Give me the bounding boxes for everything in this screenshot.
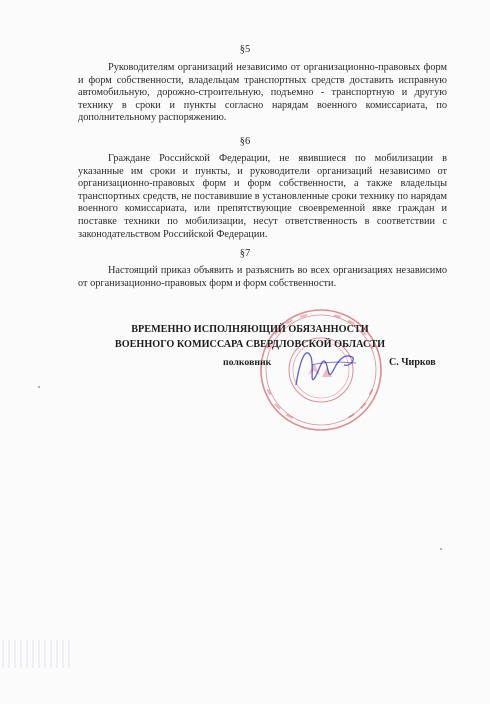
section-6-paragraph — [78, 153, 447, 241]
scan-speck — [440, 548, 442, 550]
section-6-text: Граждане Российской Федерации, не явившиеся по мобилизации в указанные им сроки и пункты, и руководители организаций независимо от организационно-правовых форм и форм собственности, а также владельцы транспортных средств, не поставившие в установленные сроки технику по нарядам военного комиссариата, или препятствующие своевременной явке граждан и поставке техники по мобилизации, несут ответственность в соответствии с законодательством Российской Федерации. — [78, 153, 447, 240]
signatory-title-line1: ВРЕМЕННО ИСПОЛНЯЮЩИЙ ОБЯЗАННОСТИ — [131, 324, 369, 335]
section-5-heading: §5 — [239, 44, 251, 55]
section-7-heading: §7 — [239, 248, 251, 259]
signatory-title-line2: ВОЕННОГО КОМИССАРА СВЕРДЛОВСКОЙ ОБЛАСТИ — [114, 339, 386, 350]
signatory-name: С. Чирков — [389, 357, 436, 368]
scan-speck — [38, 386, 40, 388]
section-6-heading: §6 — [239, 136, 251, 147]
signatory-rank: полковник — [223, 357, 272, 368]
section-5-paragraph — [78, 62, 447, 125]
section-7-paragraph — [78, 265, 447, 290]
section-7-text: Настоящий приказ объявить и разъяснить во всех организациях независимо от организационно-правовых форм и форм собственности. — [78, 265, 447, 289]
section-5-text: Руководителям организаций независимо от организационно-правовых форм и форм собственности, владельцам транспортных средств доставить исправную автомобильную, дорожно-строительную, подъемно - транспортную и другую технику в сроки и пункты согласно нарядам военного комиссариата, по дополнительному распоряжению. — [78, 62, 447, 124]
scan-artifact — [2, 640, 72, 668]
